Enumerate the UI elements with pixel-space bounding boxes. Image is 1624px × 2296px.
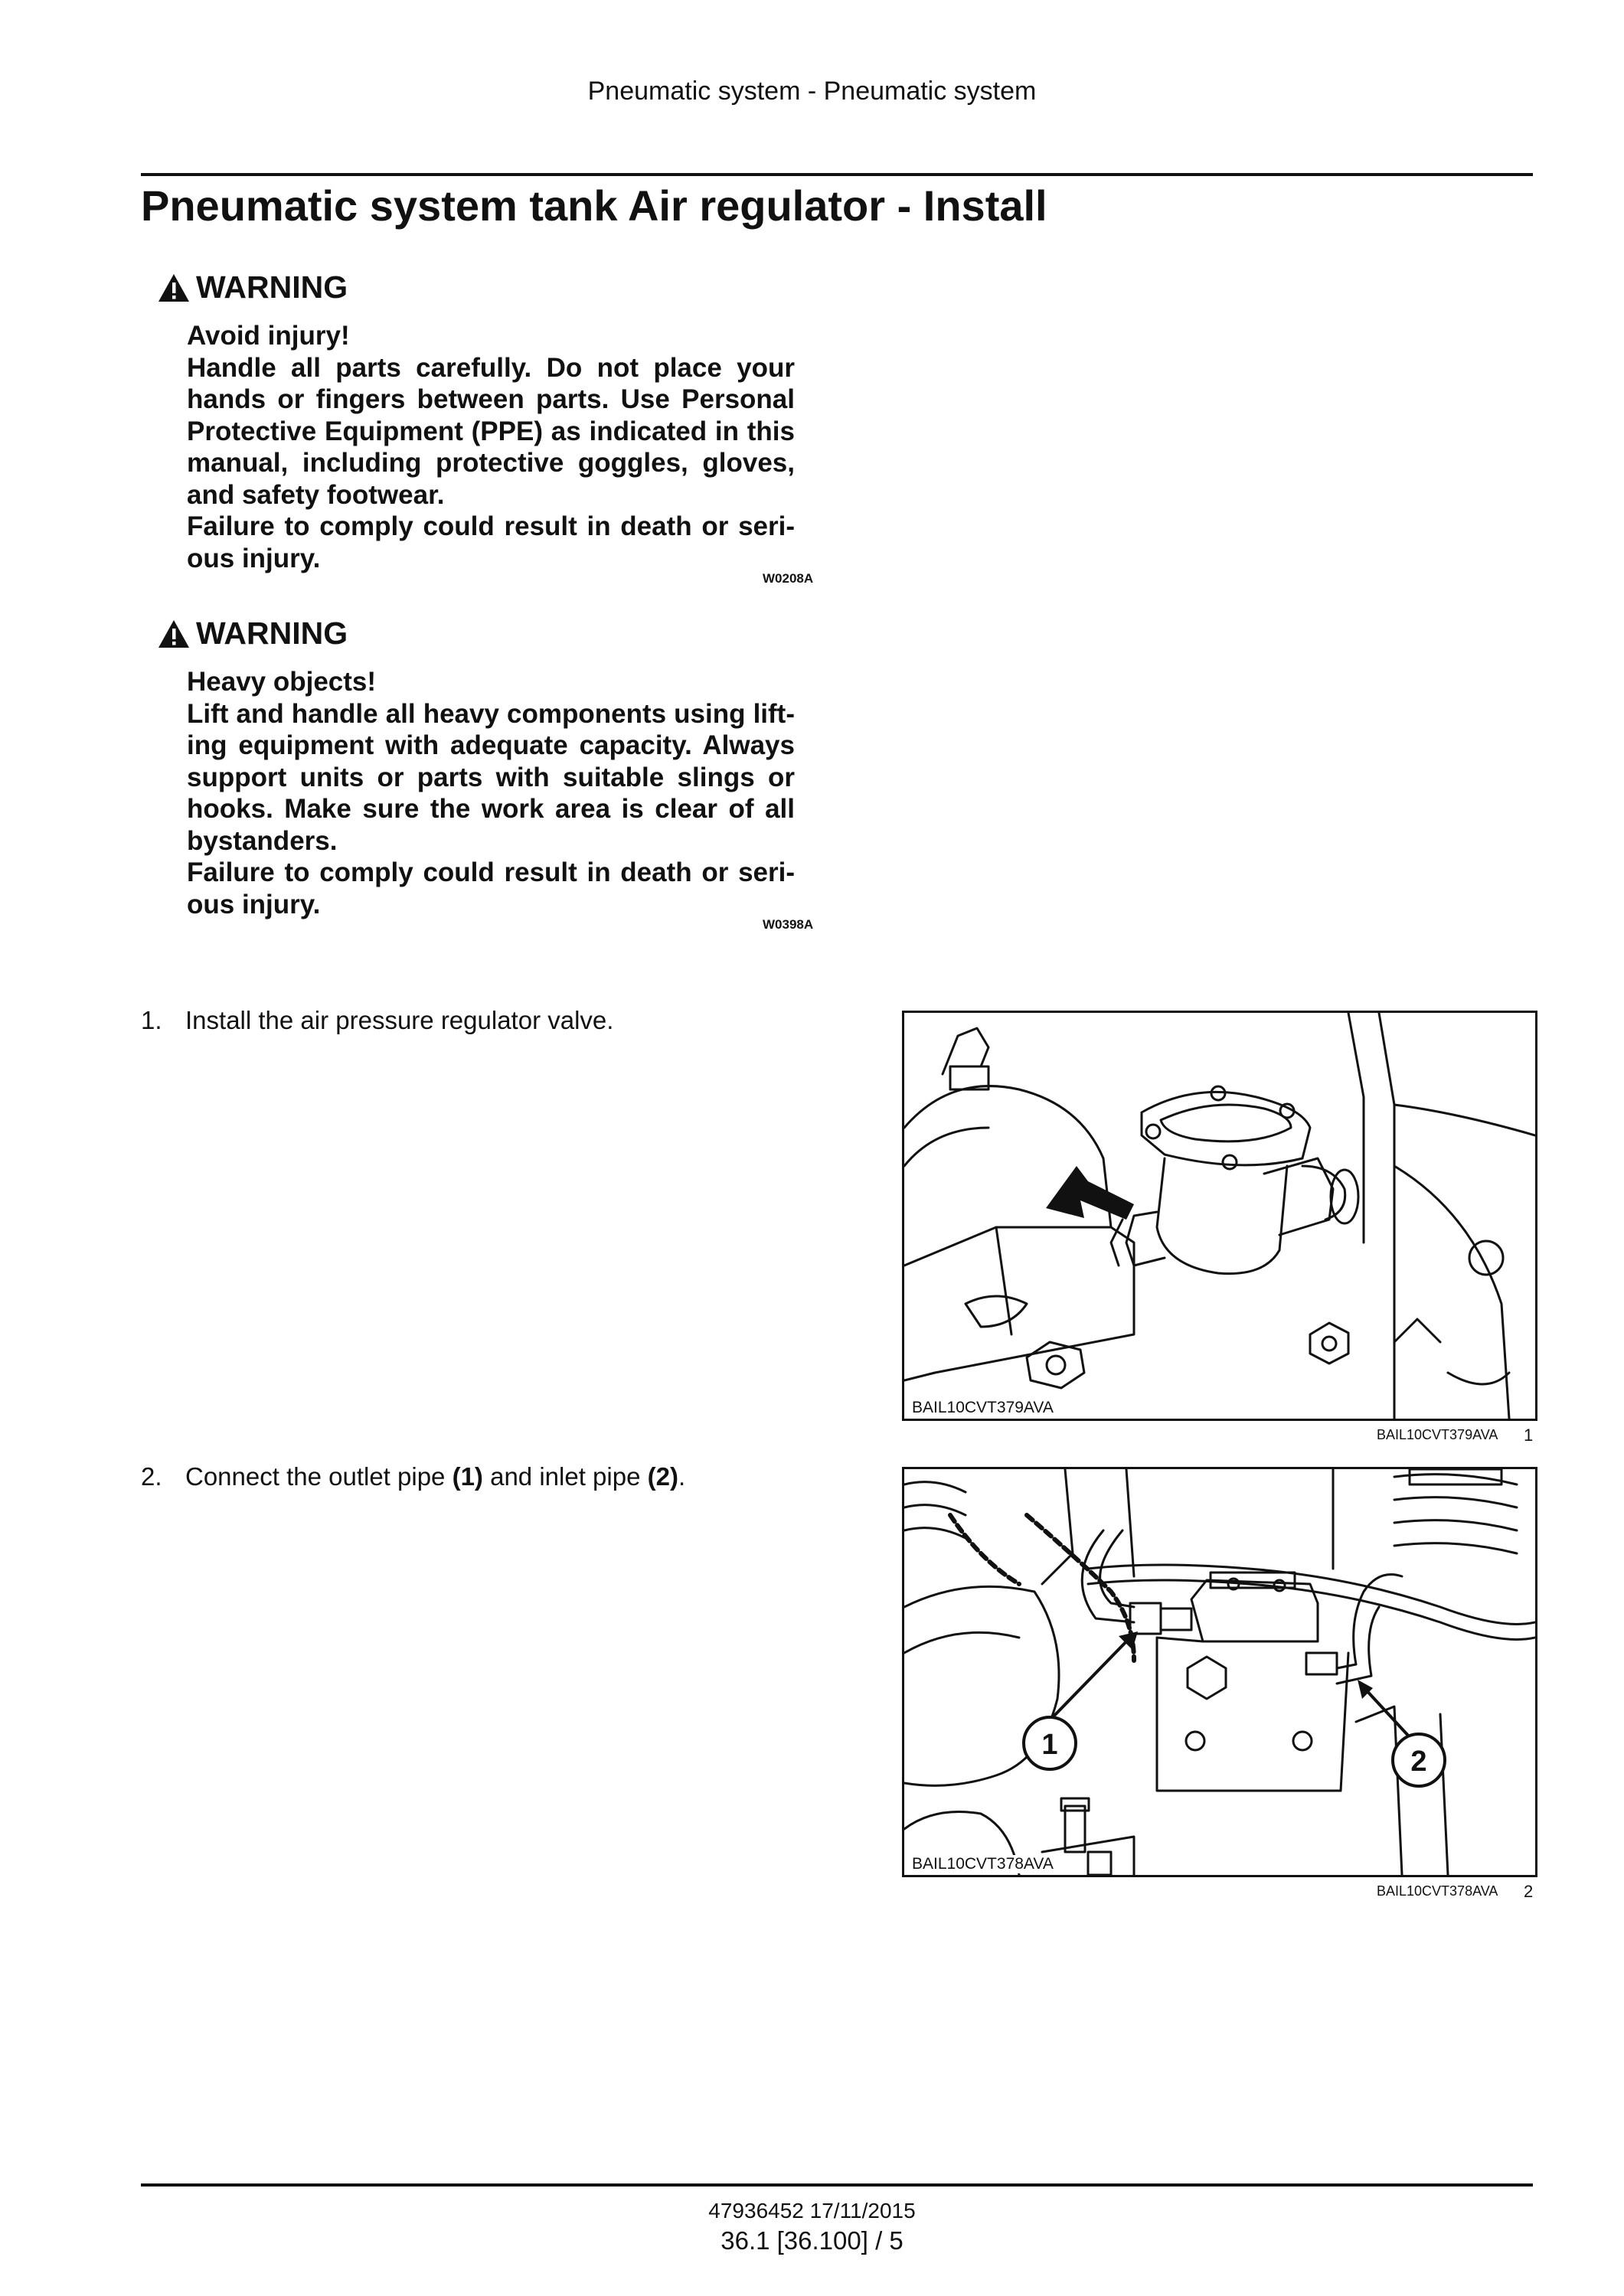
- step-1: [141, 1006, 613, 1035]
- warning-line: Heavy objects!: [187, 667, 377, 697]
- warning-line: support units or parts with suitable slings or: [187, 762, 795, 792]
- warning-line: Lift and handle all heavy components using lift-: [187, 698, 795, 729]
- warning-line: manual, including protective goggles, gloves,: [187, 448, 795, 478]
- step-number: 2.: [141, 1462, 162, 1491]
- warning-body-2: [187, 666, 795, 920]
- figure-2-number: 2: [1524, 1882, 1534, 1901]
- warning-code-1: W0208A: [763, 571, 814, 586]
- page-title: Pneumatic system tank Air regulator - Install: [141, 181, 1047, 230]
- warning-heading-text: WARNING: [196, 269, 348, 305]
- footer-doc-id: 47936452 17/11/2015: [708, 2199, 916, 2223]
- step-text: and inlet pipe: [482, 1462, 648, 1491]
- warning-line: Protective Equipment (PPE) as indicated in this: [187, 416, 795, 446]
- warning-line: ous injury.: [187, 543, 321, 573]
- warning-body-1: [187, 320, 795, 574]
- warning-line: Avoid injury!: [187, 321, 350, 351]
- warning-line: Failure to comply could result in death or seri-: [187, 857, 795, 887]
- step-2: [141, 1462, 685, 1491]
- warning-line: Failure to comply could result in death or seri-: [187, 511, 795, 541]
- warning-line: and safety footwear.: [187, 479, 445, 510]
- figure-1-number: 1: [1524, 1426, 1534, 1445]
- part-ref-inlet-pipe: (2): [647, 1462, 678, 1491]
- warning-line: ous injury.: [187, 889, 321, 919]
- footer-rule: [141, 2183, 1533, 2187]
- figure-image-code: BAIL10CVT379AVA: [909, 1399, 1057, 1417]
- callout-1: 1: [1041, 1729, 1058, 1761]
- warning-triangle-icon: [158, 619, 190, 648]
- warning-triangle-icon: [158, 273, 190, 302]
- warning-heading-text: WARNING: [196, 616, 348, 651]
- warning-code-2: W0398A: [763, 917, 814, 932]
- step-text: .: [678, 1462, 686, 1491]
- figure-1-caption-code: BAIL10CVT379AVA: [1377, 1427, 1498, 1442]
- warning-line: ing equipment with adequate capacity. Always: [187, 730, 795, 760]
- running-header: Pneumatic system - Pneumatic system: [587, 77, 1037, 106]
- callout-2: 2: [1410, 1746, 1427, 1778]
- header-rule: [141, 173, 1533, 176]
- figure-2-image: [902, 1467, 1537, 1877]
- warning-line: Handle all parts carefully. Do not place your: [187, 352, 795, 383]
- figure-1-image: [902, 1011, 1537, 1421]
- warning-heading-1: [158, 269, 348, 305]
- figure-image-code: BAIL10CVT378AVA: [909, 1855, 1057, 1873]
- step-number: 1.: [141, 1006, 162, 1034]
- step-text: Install the air pressure regulator valve.: [185, 1006, 614, 1034]
- warning-heading-2: [158, 616, 348, 652]
- figure-2-caption-code: BAIL10CVT378AVA: [1377, 1883, 1498, 1899]
- warning-line: hands or fingers between parts. Use Personal: [187, 384, 795, 414]
- part-ref-outlet-pipe: (1): [452, 1462, 483, 1491]
- regulator-valve-illustration: [904, 1013, 1535, 1419]
- footer-page-ref: 36.1 [36.100] / 5: [721, 2226, 903, 2255]
- pipe-connection-illustration: [904, 1469, 1535, 1875]
- warning-line: hooks. Make sure the work area is clear of all: [187, 794, 795, 824]
- step-text: Connect the outlet pipe: [185, 1462, 453, 1491]
- warning-line: bystanders.: [187, 825, 338, 856]
